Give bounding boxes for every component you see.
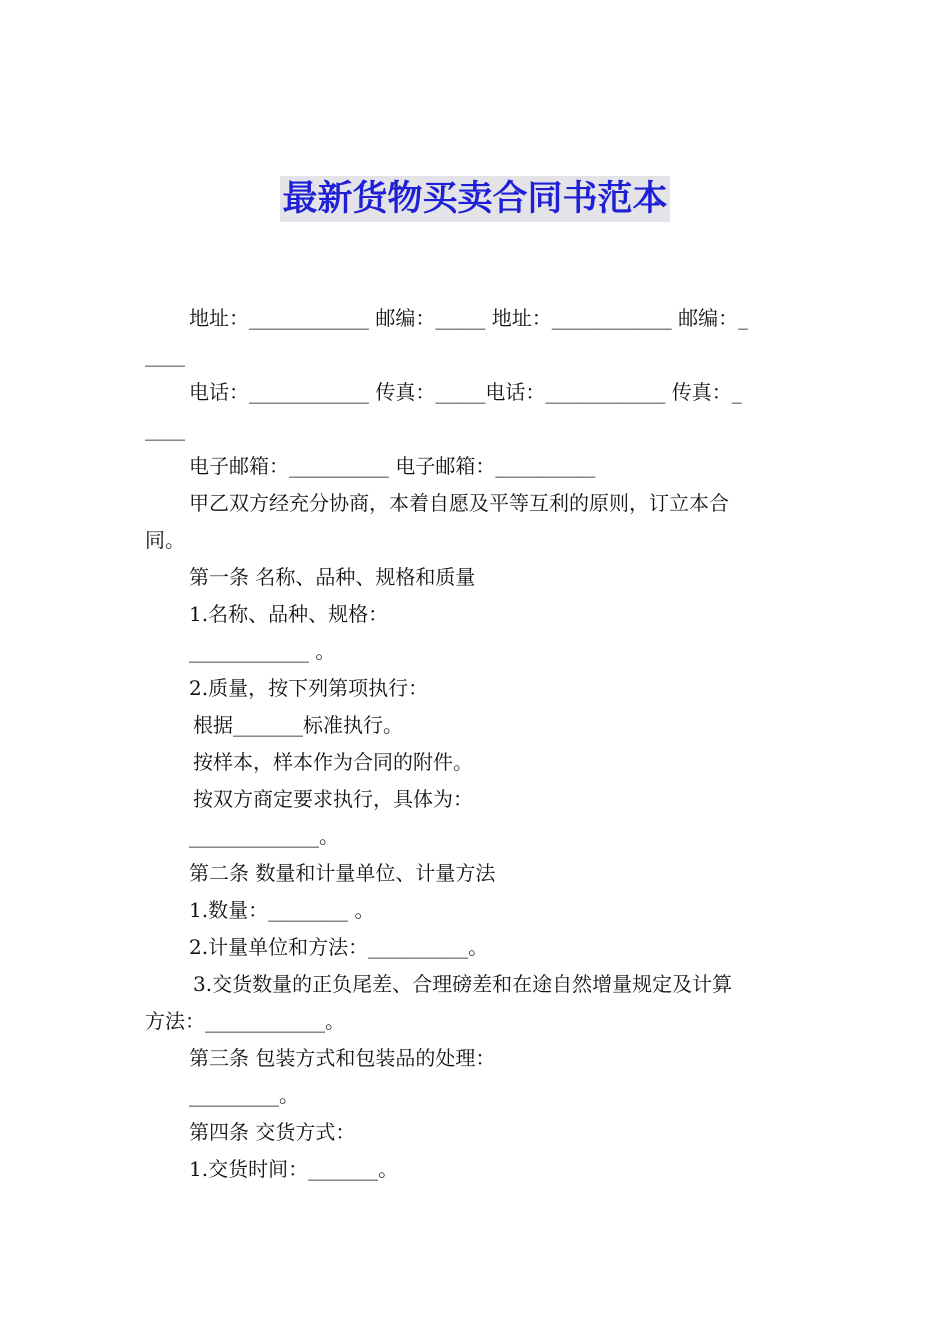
line-email: 电子邮箱：__________ 电子邮箱：__________ — [189, 454, 596, 478]
article-1-option-sample: 按样本，样本作为合同的附件。 — [193, 750, 473, 774]
article-1-item-2: 2.质量，按下列第项执行： — [189, 676, 429, 700]
article-4-heading: 第四条 交货方式： — [189, 1120, 356, 1144]
line-address: 地址：____________ 邮编：_____ 地址：____________ 邮编：_ — [189, 306, 749, 330]
article-2-item-2: 2.计量单位和方法：__________。 — [189, 935, 489, 959]
article-1-option-agreed-blank: _____________。 — [189, 824, 339, 848]
article-1-option-standard: 根据_______标准执行。 — [193, 713, 403, 737]
article-2-item-1: 1.数量：________ 。 — [189, 898, 375, 922]
title-wrap — [0, 176, 950, 222]
article-4-item-1: 1.交货时间：_______。 — [189, 1157, 399, 1181]
article-3-blank: _________。 — [189, 1083, 299, 1107]
article-1-option-agreed: 按双方商定要求执行，具体为： — [193, 787, 473, 811]
line-phone-cont: ____ — [145, 417, 185, 441]
line-phone: 电话：____________ 传真：_____电话：____________ 传真：_ — [189, 380, 742, 404]
article-2-item-3-cont: 方法：____________。 — [145, 1009, 345, 1033]
line-address-cont: ____ — [145, 343, 185, 367]
document-title: 最新货物买卖合同书范本 — [280, 176, 669, 222]
article-1-item-1-blank: ____________ 。 — [189, 639, 336, 663]
article-2-heading: 第二条 数量和计量单位、计量方法 — [189, 861, 496, 885]
line-preamble-cont: 同。 — [145, 528, 185, 552]
article-2-item-3: 3.交货数量的正负尾差、合理磅差和在途自然增量规定及计算 — [193, 972, 733, 996]
article-3-heading: 第三条 包装方式和包装品的处理： — [189, 1046, 496, 1070]
line-preamble: 甲乙双方经充分协商，本着自愿及平等互利的原则，订立本合 — [189, 491, 729, 515]
document-body — [145, 300, 807, 1188]
article-1-heading: 第一条 名称、品种、规格和质量 — [189, 565, 476, 589]
article-1-item-1: 1.名称、品种、规格： — [189, 602, 389, 626]
